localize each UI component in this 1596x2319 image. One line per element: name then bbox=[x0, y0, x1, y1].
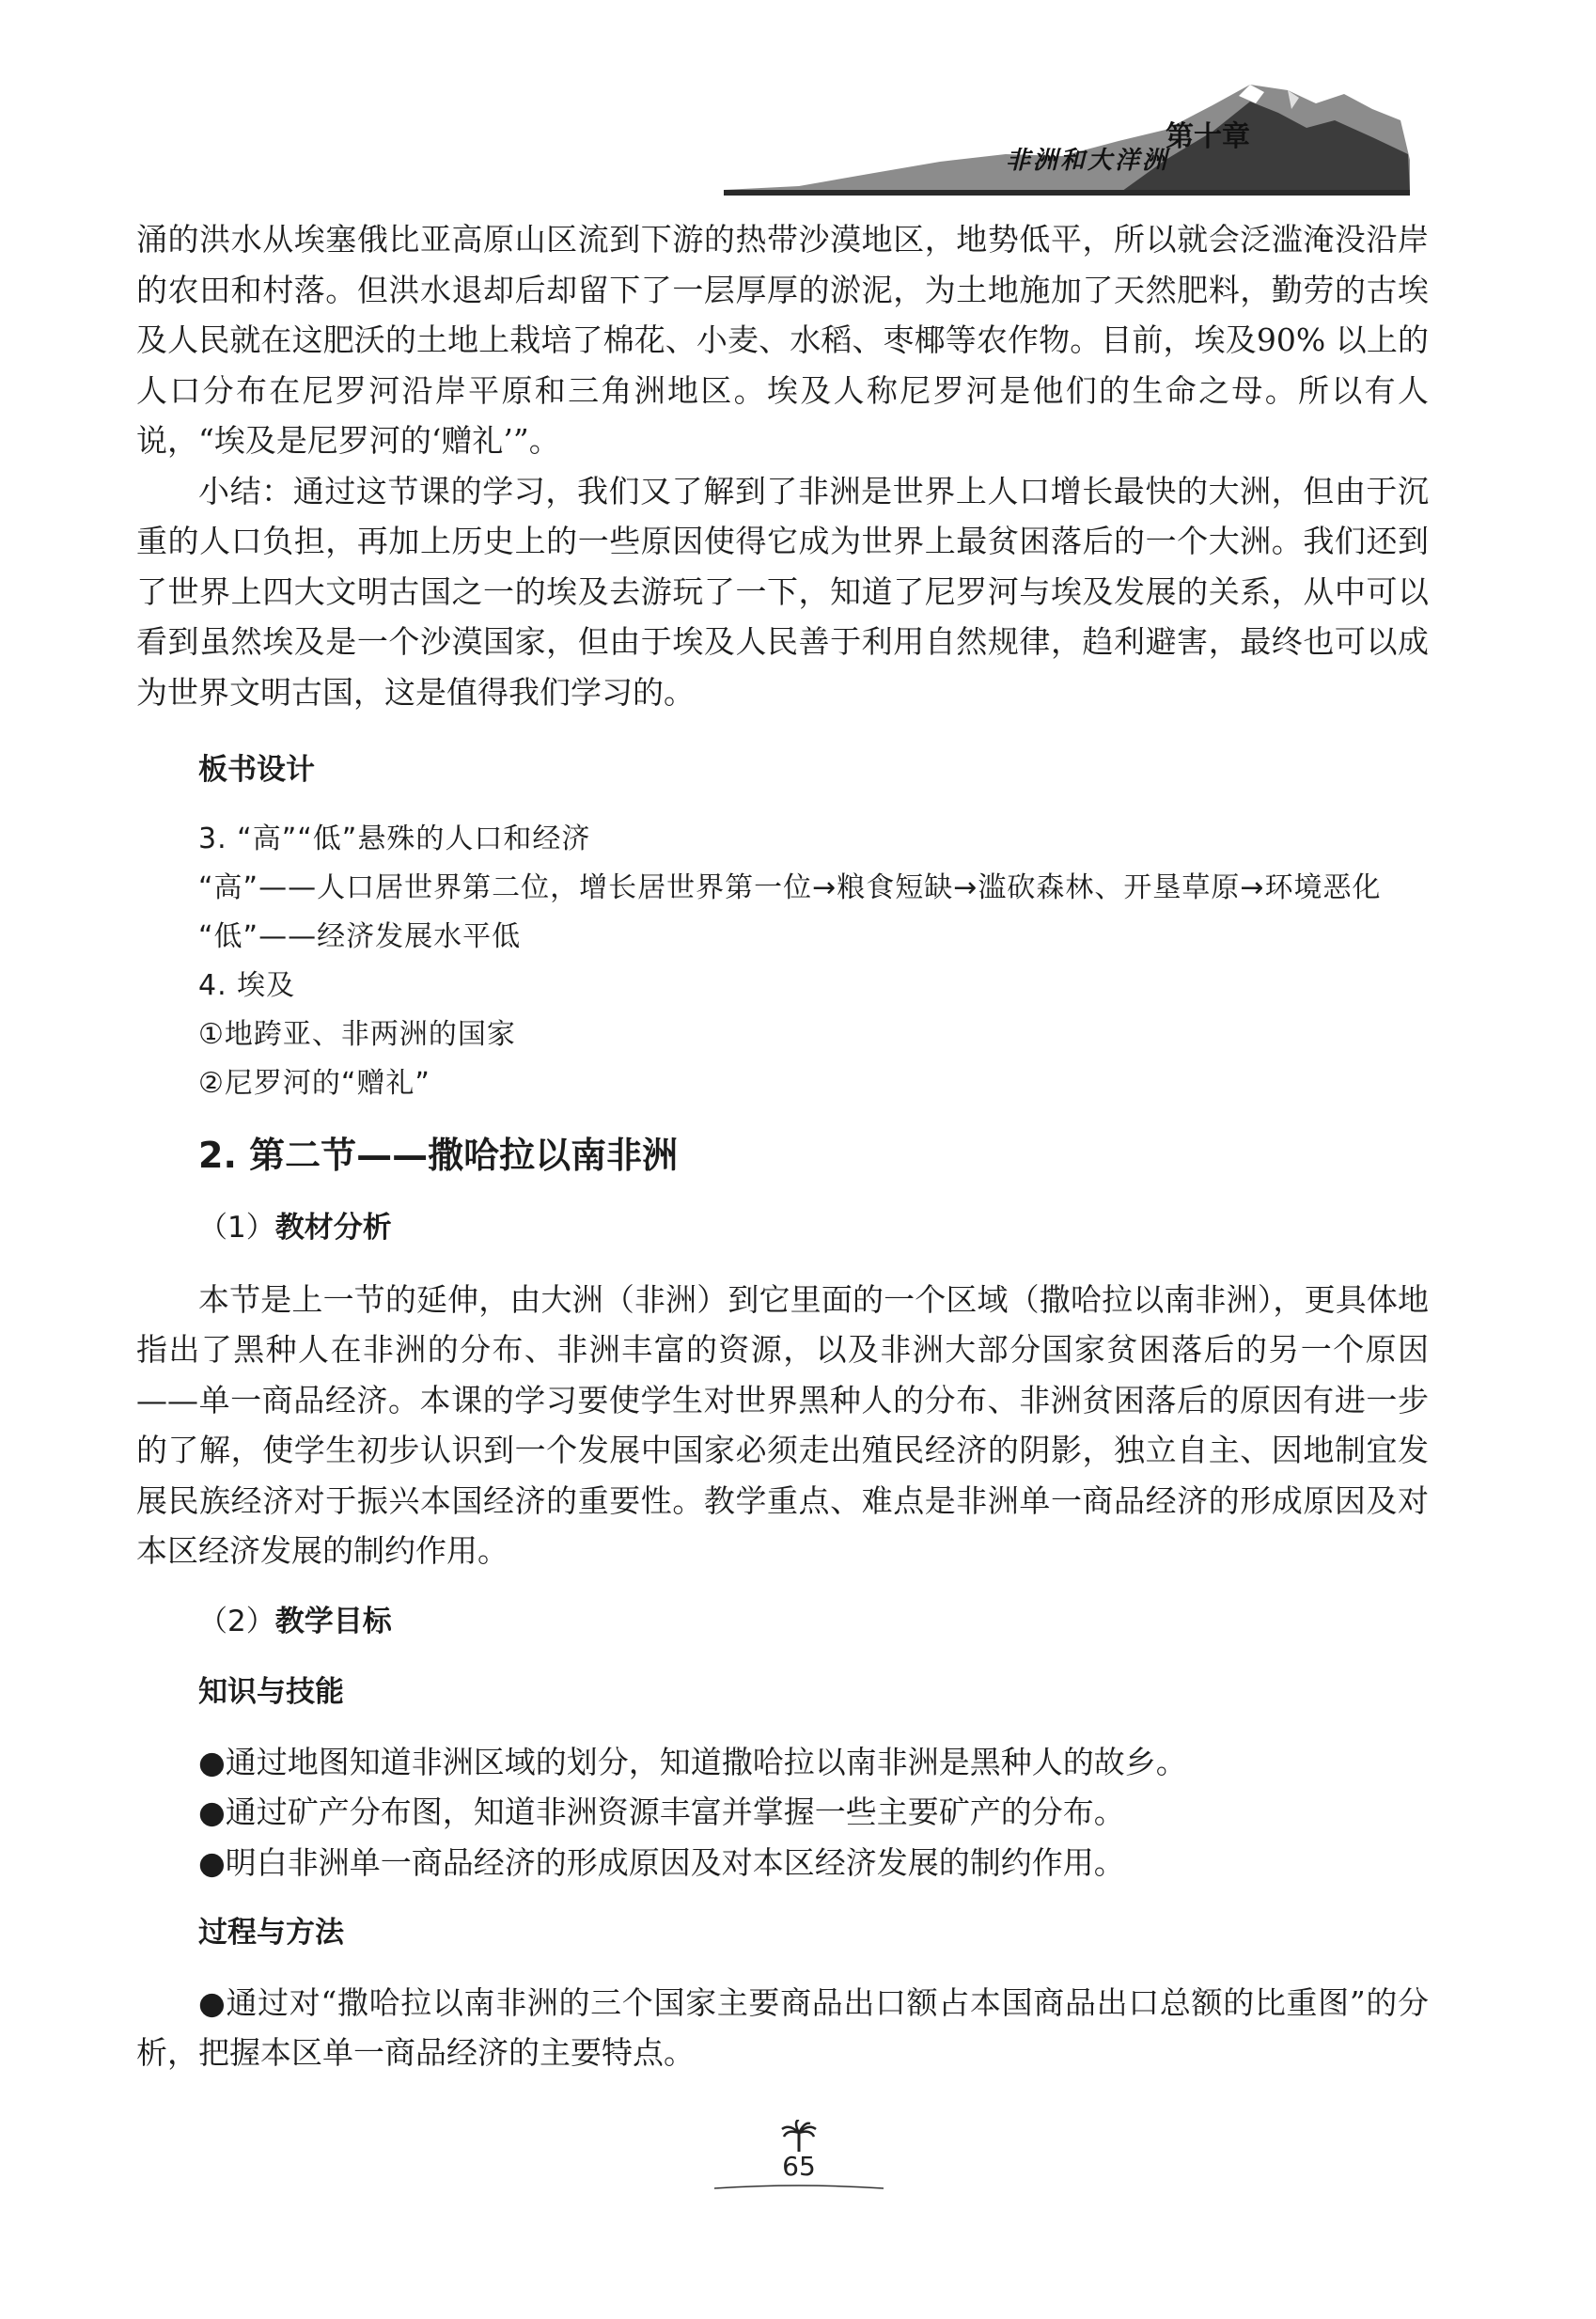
process-item-1: ●通过对“撒哈拉以南非洲的三个国家主要商品出口额占本国商品出口总额的比重图”的分析，把握本区单一商品经济的主要特点。 bbox=[136, 1983, 1429, 2071]
analysis-number: （1） bbox=[198, 1211, 275, 1245]
board-design-heading: 板书设计 bbox=[198, 753, 315, 787]
board-line-2: “高”——人口居世界第二位，增长居世界第一位→粮食短缺→滥砍森林、开垦草原→环境恶化 bbox=[198, 870, 1382, 904]
page-number-underline bbox=[714, 2183, 884, 2192]
goals-heading bbox=[198, 1597, 1429, 1648]
page-content bbox=[136, 214, 1429, 2078]
knowledge-heading: 知识与技能 bbox=[198, 1675, 344, 1709]
board-line-3: “低”——经济发展水平低 bbox=[198, 919, 522, 953]
knowledge-item-2: ●通过矿产分布图，知道非洲资源丰富并掌握一些主要矿产的分布。 bbox=[198, 1794, 1125, 1830]
mountain-banner-icon bbox=[724, 75, 1438, 197]
board-line-1: 3. “高”“低”悬殊的人口和经济 bbox=[198, 822, 591, 855]
board-line-4: 4. 埃及 bbox=[198, 968, 296, 1002]
knowledge-item-1: ●通过地图知道非洲区域的划分，知道撒哈拉以南非洲是黑种人的故乡。 bbox=[198, 1743, 1187, 1780]
paragraph-summary: 小结：通过这节课的学习，我们又了解到了非洲是世界上人口增长最快的大洲，但由于沉重的人口负担，再加上历史上的一些原因使得它成为世界上最贫困落后的一个大洲。我们还到了世界上四大文明古国之一的埃及去游玩了一下，知道了尼罗河与埃及发展的关系，从中可以看到虽然埃及是一个沙漠国家，但由于埃及人民善于利用自然规律，趋利避害，最终也可以成为世界文明古国，这是值得我们学习的。 bbox=[136, 472, 1429, 711]
analysis-paragraph: 本节是上一节的延伸，由大洲（非洲）到它里面的一个区域（撒哈拉以南非洲），更具体地指出了黑种人在非洲的分布、非洲丰富的资源，以及非洲大部分国家贫困落后的另一个原因——单一商品经济。本课的学习要使学生对世界黑种人的分布、非洲贫困落后的原因有进一步的了解，使学生初步认识到一个发展中国家必须走出殖民经济的阴影，独立自主、因地制宜发展民族经济对于振兴本国经济的重要性。教学重点、难点是非洲单一商品经济的形成原因及对本区经济发展的制约作用。 bbox=[136, 1280, 1429, 1569]
chapter-number: 第十章 bbox=[1166, 120, 1250, 153]
analysis-label: 教材分析 bbox=[274, 1211, 392, 1245]
chapter-title: 非洲和大洋洲 bbox=[1006, 147, 1170, 175]
board-line-5: ①地跨亚、非两洲的国家 bbox=[198, 1017, 516, 1051]
page-number: 65 bbox=[782, 2151, 816, 2182]
goals-number: （2） bbox=[198, 1604, 275, 1638]
board-line-6: ②尼罗河的“赠礼” bbox=[198, 1066, 430, 1100]
section-title: 2. 第二节——撒哈拉以南非洲 bbox=[198, 1134, 679, 1176]
chapter-header bbox=[724, 75, 1438, 197]
goals-label: 教学目标 bbox=[274, 1604, 392, 1638]
paragraph-nile: 涌的洪水从埃塞俄比亚高原山区流到下游的热带沙漠地区，地势低平，所以就会泛滥淹没沿岸的农田和村落。但洪水退却后却留下了一层厚厚的淤泥，为土地施加了天然肥料，勤劳的古埃及人民就在这肥沃的土地上栽培了棉花、小麦、水稻、枣椰等农作物。目前，埃及90% 以上的人口分布在尼罗河沿岸平原和三角洲地区。埃及人称尼罗河是他们的生命之母。所以有人说，“埃及是尼罗河的‘赠礼’”。 bbox=[136, 221, 1429, 459]
palm-tree-icon bbox=[780, 2120, 818, 2152]
analysis-heading bbox=[198, 1203, 1429, 1254]
knowledge-item-3: ●明白非洲单一商品经济的形成原因及对本区经济发展的制约作用。 bbox=[198, 1843, 1125, 1881]
process-heading: 过程与方法 bbox=[198, 1916, 344, 1950]
